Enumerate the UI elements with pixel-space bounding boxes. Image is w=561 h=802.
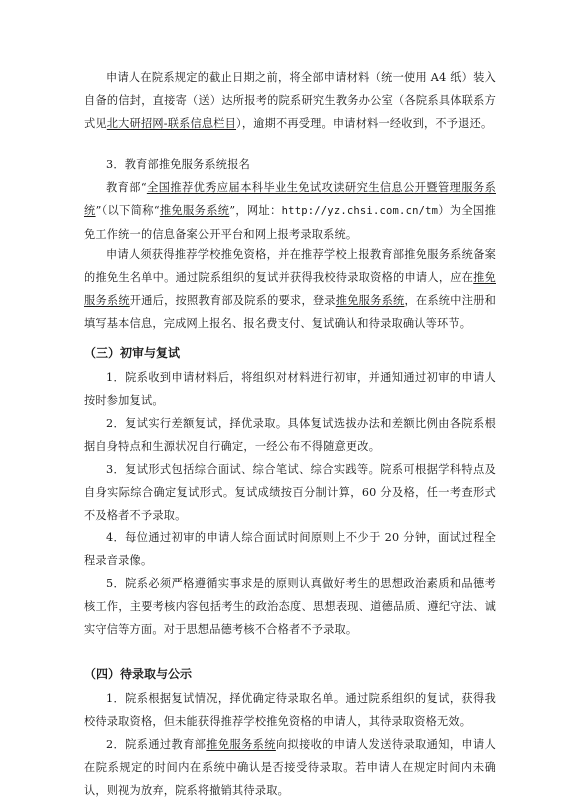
tuimian-system-link[interactable]: 推免服务系统	[206, 738, 276, 751]
review-item-3: 3．复试形式包括综合面试、综合笔试、综合实践等。院系可根据学科特点及自身实际综合确定复试形式。复试成绩按百分制计算，60 分及格，任一考查形式不及格者不予录取。	[84, 463, 496, 522]
text: 向拟接收的申请人发送待录取通知，申请人在院系规定的时间内在系统中确认是否接受待录取。若申请人在规定时间内未确认，则视为放弃，院系将撤销其待录取。	[84, 738, 496, 797]
text: 申请人在院系规定的截止日期之前，将全部申请材料（统一使用 A4 纸）装入自备的信封，直接寄（送）达所报考的院系研究生教务办公室（各院系具体联系方式见	[84, 71, 496, 130]
tuimian-system-link[interactable]: 推免服务系统	[159, 204, 230, 217]
system-registration-title: 3．教育部推免服务系统报名	[106, 158, 250, 171]
admission-item-2	[84, 733, 496, 802]
text: ），逾期不再受理。申请材料一经收到，不予退还。	[236, 117, 493, 130]
admission-item-1: 1．院系根据复试情况，择优确定待录取名单。通过院系组织的复试，获得我校待录取资格，但未能获得推荐学校推免资格的申请人，其待录取资格无效。	[84, 692, 496, 728]
text: 申请人须获得推荐学校推免资格，并在推荐学校上报教育部推免服务系统备案的推免生名单中。通过院系组织的复试并获得我校待录取资格的申请人，应在	[84, 248, 496, 284]
text: ，在系统中注册和填写基本信息，完成网上报名、报名费支付、复试确认和待录取确认等环节。	[84, 294, 496, 330]
review-item-5: 5．院系必须严格遵循实事求是的原则认真做好考生的思想政治素质和品德考核工作，主要考核内容包括考生的政治态度、思想表现、道德品质、遵纪守法、诚实守信等方面。对于思想品德考核不合格者不予录取。	[84, 577, 496, 636]
text: 2．院系通过教育部	[106, 738, 207, 751]
materials-paragraph	[84, 66, 496, 135]
text: ）为全国推免工作统一的信息备案公开平台和网上报考录取系统。	[84, 204, 496, 241]
text: ”（以下简称“	[95, 204, 160, 217]
review-item-4: 4．每位通过初审的申请人综合面试时间原则上不少于 20 分钟，面试过程全程录音录像。	[84, 531, 496, 567]
text: 开通后，按照教育部及院系的要求，登录	[129, 294, 336, 307]
system-intro-paragraph	[84, 176, 496, 246]
review-item-1: 1．院系收到申请材料后，将组织对材料进行初审，并通知通过初审的申请人按时参加复试。	[84, 371, 496, 407]
review-item-2: 2．复试实行差额复试，择优录取。具体复试选拔办法和差额比例由各院系根据自身特点和生源状况自行确定，一经公布不得随意更改。	[84, 417, 496, 453]
tuimian-system-link[interactable]: 推免服务系统	[335, 294, 405, 307]
tuimian-system-link[interactable]: 推免服务系统	[84, 271, 496, 307]
national-system-link[interactable]: 全国推荐优秀应届本科毕业生免试攻读研究生信息公开暨管理服务系统	[84, 181, 496, 217]
system-steps-paragraph	[84, 243, 496, 335]
text: ”，网址：	[229, 204, 282, 217]
text: 教育部“	[106, 181, 147, 194]
contact-info-link[interactable]: 北大研招网-联系信息栏目	[106, 117, 237, 130]
section-heading-review: （三）初审与复试	[84, 346, 181, 360]
system-url: http://yz.chsi.com.cn/tm	[281, 205, 439, 217]
section-heading-admission: （四）待录取与公示	[84, 667, 193, 681]
